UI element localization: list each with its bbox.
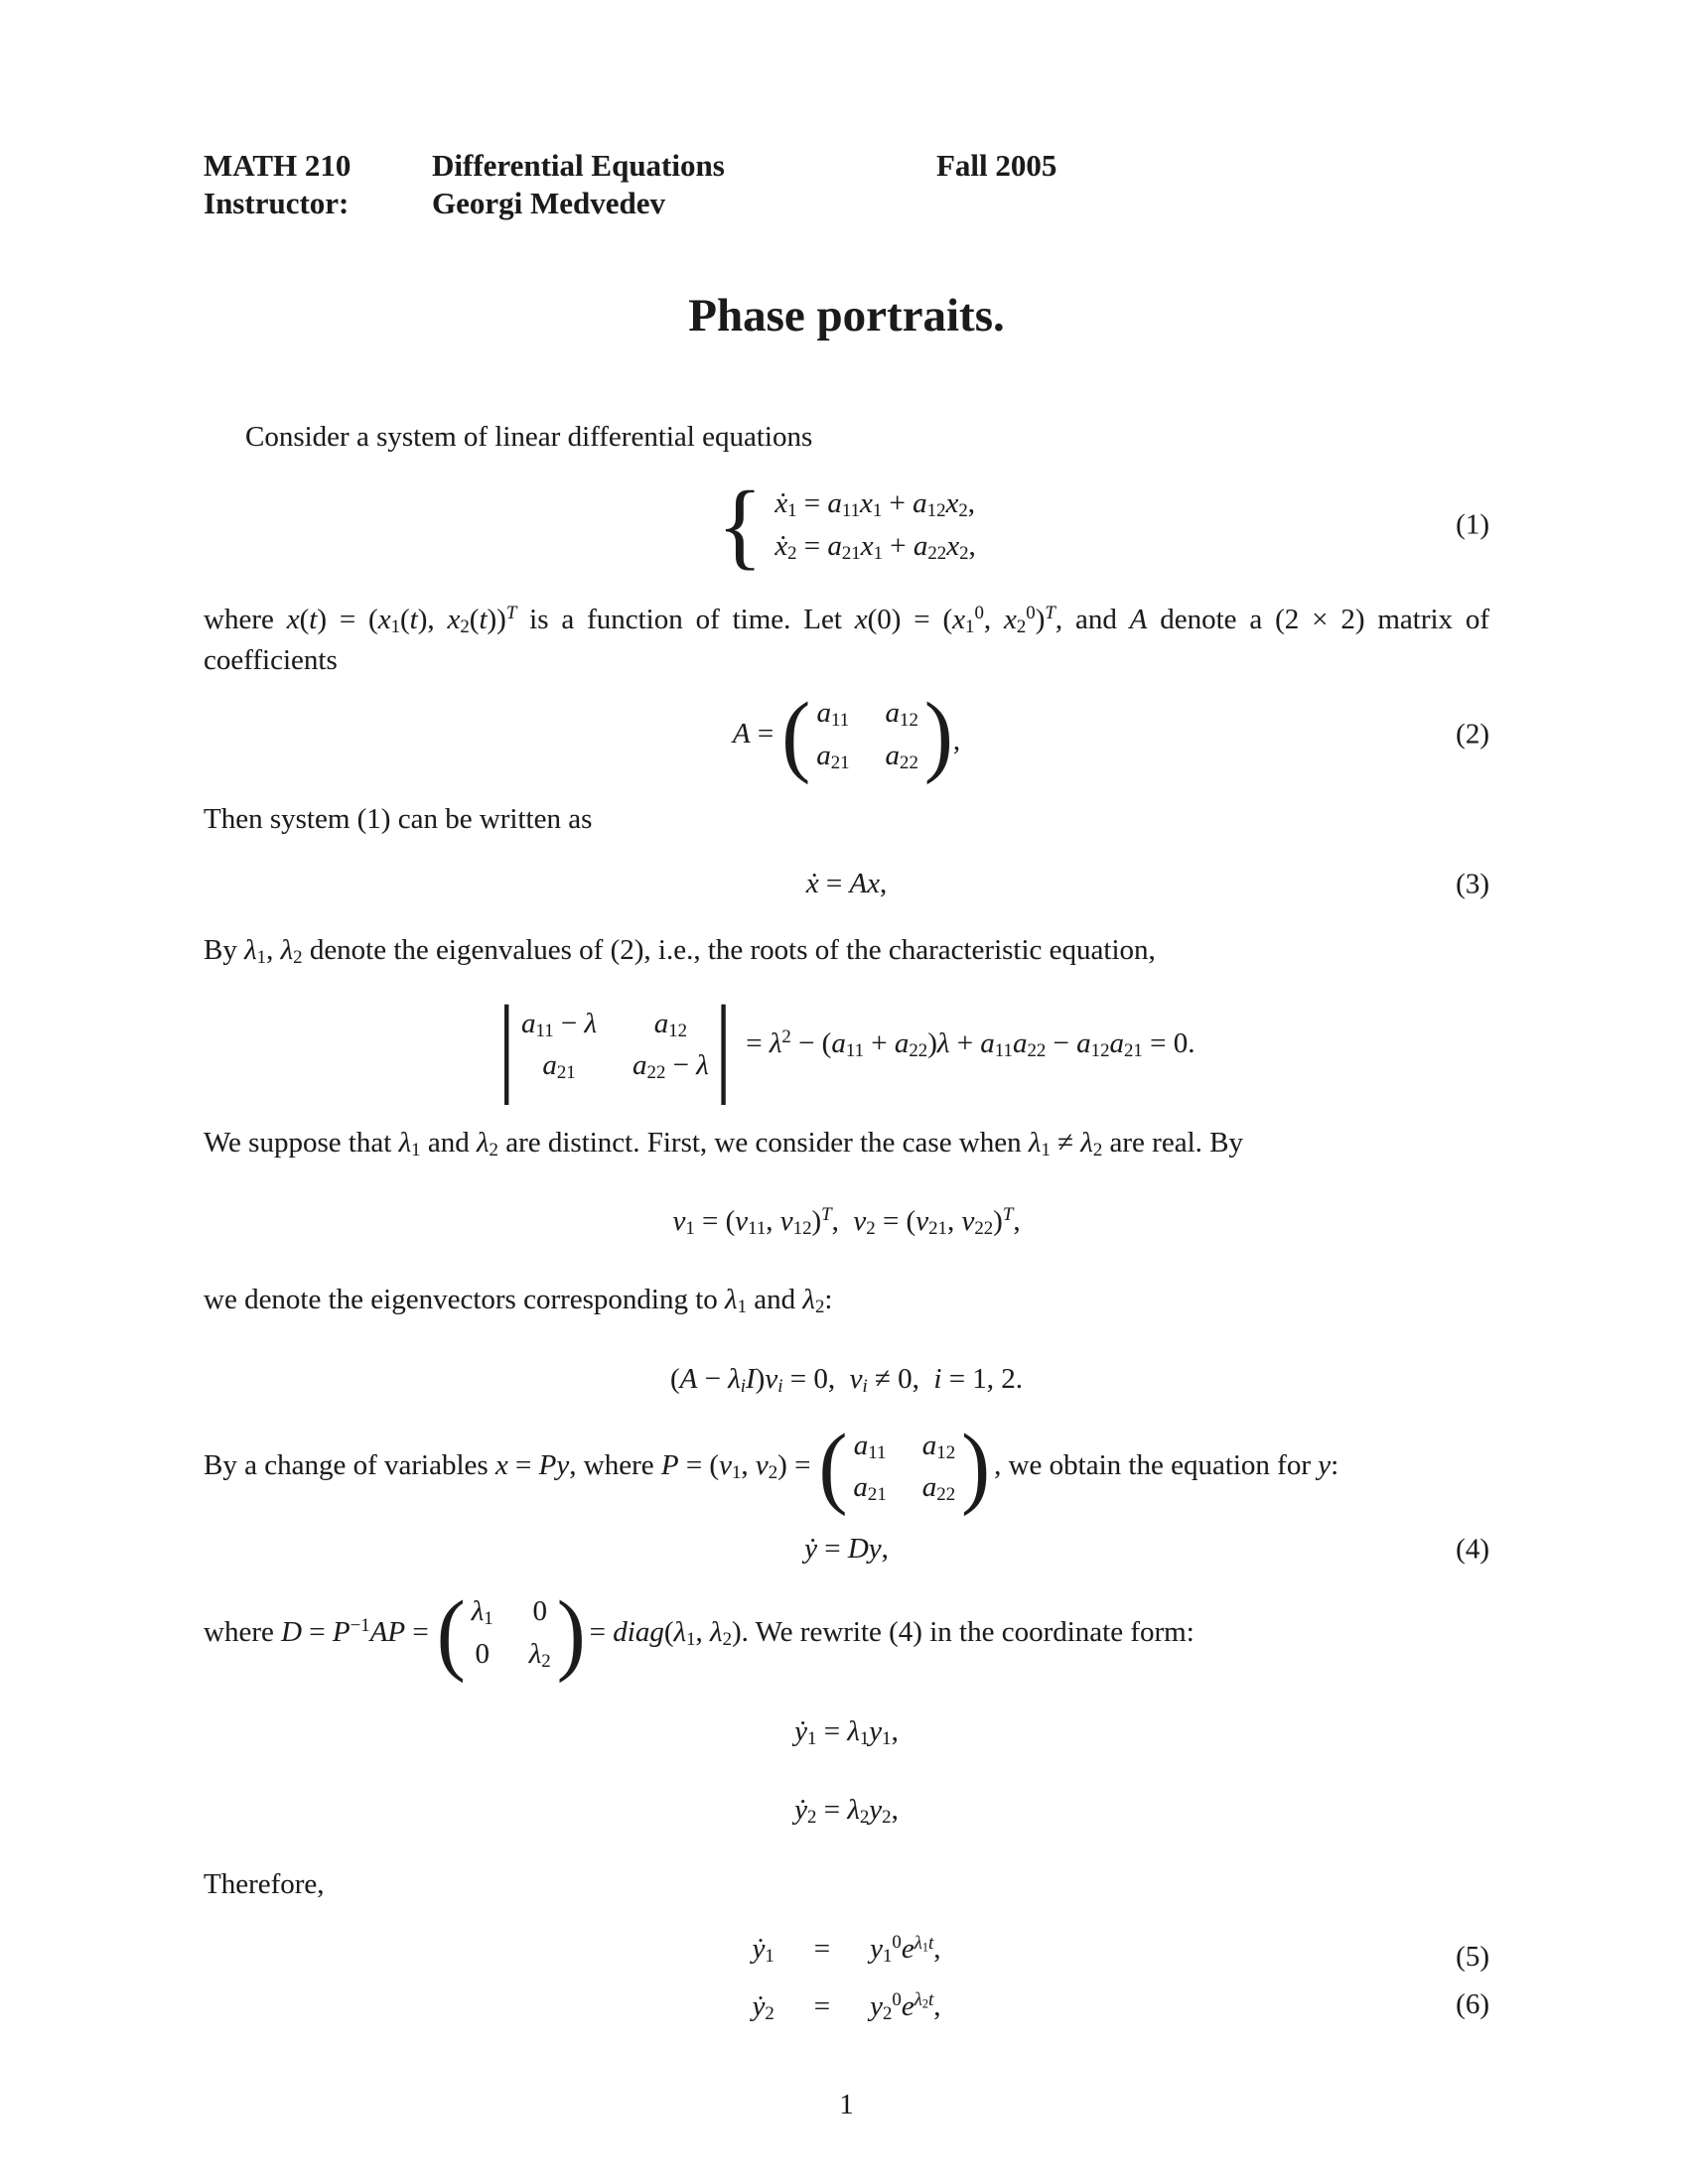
determinant-bar-left: | [497, 982, 515, 1106]
instructor-name: Georgi Medvedev [432, 186, 666, 221]
equation-3-body: ẋ = Ax, [805, 868, 888, 900]
equation-eigen-condition-body: $(A - \lambda_iI)v_i = 0$, $v_i \ne 0$, i = 1, 2. [669, 1362, 1024, 1397]
right-paren: ) [923, 682, 953, 785]
paragraph-where-line-1: where $x(t) = (x_1(t)$, $x_2(t))^T$ is a function of time. Let $x(0) = (x_1^0$, $x_2^0)^T$, and A denote a (2 × 2) matrix of [204, 603, 1490, 638]
paragraph-therefore: Therefore, [204, 1868, 325, 1901]
equation-eigenvectors-body: $v_1 = (v_{11}$, $v_{12})^T$, $v_2 = (v_{21}$, $v_{22})^T$, [672, 1204, 1021, 1240]
right-paren: ) [556, 1580, 586, 1684]
change-text-post: , we obtain the equation for y: [994, 1449, 1339, 1482]
matrix-cell: $a_{11}$ [853, 1429, 887, 1463]
equation-determinant [204, 982, 1489, 1106]
aligned-equations [752, 1929, 940, 2026]
comma-suffix: , [952, 724, 961, 756]
equation-6-rhs: $y_2^0e^{\lambda_2t}$, [870, 1988, 941, 2024]
equation-eigen-condition [204, 1359, 1489, 1400]
equation-3 [204, 864, 1489, 904]
determinant-matrix [521, 1006, 709, 1084]
matrix-A [816, 695, 918, 773]
left-paren: ( [781, 682, 811, 785]
equation-1-line-1: $ẋ_1 = a_{11}x_1 + a_{12}x_2$, [774, 486, 976, 521]
paragraph-where-D [204, 1580, 1489, 1684]
equation-5-lhs: $ẏ_1$ [752, 1933, 774, 1968]
paragraph-eigenvalues: By $\lambda_1$, $\lambda_2$ denote the eigenvalues of (2), i.e., the roots of the characteristic equation, [204, 934, 1156, 969]
equation-label-3: (3) [1456, 868, 1489, 900]
paragraph-where-line-2: coefficients [204, 644, 338, 677]
equation-label-4: (4) [1456, 1533, 1489, 1566]
matrix-cell: $a_{21}$ [853, 1470, 887, 1506]
matrix-cell: $a_{21}$ [542, 1048, 576, 1083]
header-row-1 [204, 147, 1489, 185]
matrix-cell: $\lambda_1$ [471, 1595, 493, 1630]
right-paren: ) [961, 1415, 991, 1517]
equation-4 [204, 1529, 1489, 1570]
instructor-label: Instructor: [204, 186, 350, 221]
matrix-A-group [732, 682, 961, 785]
matrix-P [853, 1428, 955, 1506]
course-name: Differential Equations [432, 148, 725, 183]
matrix-cell: $a_{12}$ [921, 1429, 956, 1463]
matrix-cell: 0 [532, 1595, 547, 1628]
left-paren: ( [818, 1415, 848, 1517]
matrix-cell: $\lambda_2$ [528, 1637, 551, 1672]
paragraph-where [204, 600, 1489, 681]
equation-1-line-2: $ẋ_2 = a_{21}x_1 + a_{22}x_2$, [774, 530, 976, 565]
paragraph-then: Then system (1) can be written as [204, 802, 593, 835]
equation-y1-body: $ẏ_1 = \lambda_1y_1$, [794, 1714, 899, 1749]
equation-5-6-block [204, 1929, 1489, 2026]
equation-y1 [204, 1711, 1489, 1752]
change-text-pre: By a change of variables x = Py, where $P = (v_1$, $v_2$) = [204, 1449, 811, 1484]
left-paren: ( [436, 1580, 466, 1684]
left-brace: { [717, 471, 764, 579]
matrix-cell: $a_{22}$ [921, 1470, 956, 1506]
paragraph-suppose: We suppose that $\lambda_1$ and $\lambda_2$ are distinct. First, we consider the case when $\lambda_1 \ne \lambda_2$ are real. By [204, 1127, 1243, 1161]
equation-label-6: (6) [1456, 1987, 1489, 2020]
where-D-text-post: = $diag(\lambda_1$, $\lambda_2$). We rewrite (4) in the coordinate form: [589, 1616, 1195, 1651]
page-title: Phase portraits. [688, 290, 1005, 342]
equation-1-system [774, 485, 976, 566]
matrix-cell: $a_{21}$ [816, 739, 850, 773]
matrix-cell: $a_{12}$ [653, 1007, 688, 1041]
equation-4-body: ẏ = Dy, [804, 1533, 889, 1566]
determinant-rhs: = $\lambda^2 - (a_{11} + a_{22})\lambda + a_{11}a_{22} - a_{12}a_{21} = 0$. [746, 1026, 1196, 1062]
equation-label-2: (2) [1456, 718, 1489, 751]
matrix-cell: $a_{22} - \lambda$ [633, 1048, 709, 1083]
header-row-2 [204, 185, 1489, 222]
equation-y2-body: $ẏ_2 = \lambda_2y_2$, [794, 1794, 899, 1829]
course-code: MATH 210 [204, 148, 352, 183]
matrix-A-prefix: A = [732, 718, 774, 751]
matrix-cell: $a_{12}$ [885, 697, 918, 732]
header-spacer [936, 185, 1489, 222]
term: Fall 2005 [936, 148, 1057, 183]
equation-label-5: (5) [1456, 1941, 1489, 1974]
matrix-cell: $a_{11}$ [816, 697, 850, 732]
equation-2 [204, 682, 1489, 785]
course-header [204, 0, 1489, 222]
equation-label-1: (1) [1456, 508, 1489, 541]
equation-6-rel: = [813, 1989, 831, 2022]
determinant-bar-right: | [714, 982, 733, 1106]
matrix-cell: $a_{22}$ [885, 739, 918, 773]
paragraph-intro: Consider a system of linear differential equations [245, 420, 813, 453]
equation-eigenvectors [204, 1201, 1489, 1242]
equation-5-rhs: $y_1^0e^{\lambda_1t}$, [870, 1932, 941, 1968]
matrix-cell: 0 [475, 1637, 490, 1670]
determinant-group [497, 982, 1196, 1106]
matrix-cell: $a_{11} - \lambda$ [520, 1007, 598, 1041]
paragraph-denote: we denote the eigenvectors corresponding to $\lambda_1$ and $\lambda_2$: [204, 1284, 833, 1318]
paragraph-change-of-variables [204, 1415, 1489, 1517]
document-body [204, 292, 1489, 2125]
matrix-D [472, 1593, 551, 1672]
where-D-text-pre: where $D = P^{-1}AP$ = [204, 1615, 429, 1649]
equation-y2 [204, 1790, 1489, 1831]
equation-6-lhs: $ẏ_2$ [752, 1989, 774, 2024]
equation-5-rel: = [813, 1933, 831, 1966]
equation-1 [204, 471, 1489, 579]
page-number: 1 [839, 2088, 854, 2120]
